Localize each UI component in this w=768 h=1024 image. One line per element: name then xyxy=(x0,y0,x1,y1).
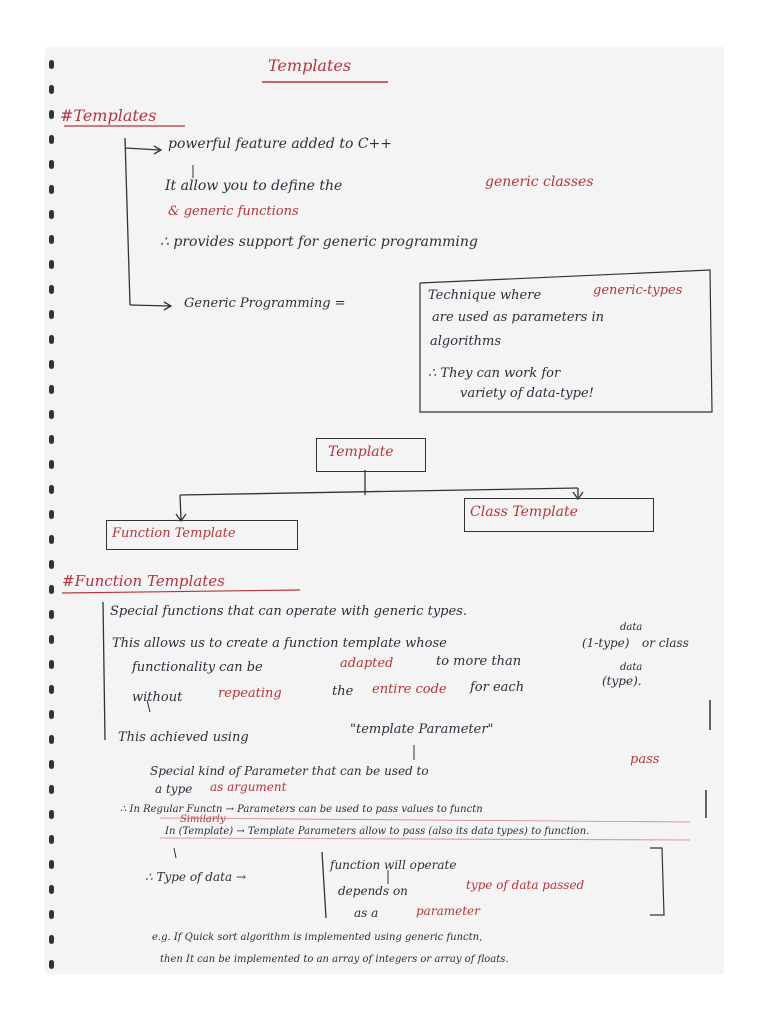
page-title: Templates xyxy=(268,56,352,75)
note-highlight: parameter xyxy=(416,904,480,918)
note-line: ∴ In Regular Functn → Parameters can be used to pass values to functn xyxy=(120,804,483,815)
note-line: e.g. If Quick sort algorithm is implemented using generic functn, xyxy=(152,932,483,943)
note-line: the xyxy=(332,684,354,699)
tree-right-label: Class Template xyxy=(470,504,578,520)
note-line: then It can be implemented to an array of integers or array of floats. xyxy=(160,954,509,965)
note-superscript: data xyxy=(620,622,643,633)
note-line: powerful feature added to C++ xyxy=(168,136,393,152)
definition-text: Technique where xyxy=(428,288,542,303)
note-highlight: entire code xyxy=(372,682,447,697)
definition-text: are used as parameters in xyxy=(432,310,605,325)
definition-text: ∴ They can work for xyxy=(428,366,561,381)
note-line: depends on xyxy=(338,884,408,898)
note-highlight: as argument xyxy=(210,780,287,794)
note-superscript: data xyxy=(620,662,643,673)
note-line: ∴ Type of data → xyxy=(145,870,246,884)
tree-root-label: Template xyxy=(328,444,394,460)
tree-left-label: Function Template xyxy=(112,526,236,541)
note-line: Special kind of Parameter that can be used to xyxy=(150,764,429,778)
section-heading-templates: #Templates xyxy=(60,106,157,125)
note-line: (1-type) xyxy=(582,636,630,650)
note-line: function will operate xyxy=(330,858,457,872)
note-line: a type xyxy=(155,782,193,796)
definition-text: algorithms xyxy=(430,334,502,349)
note-line: for each xyxy=(470,680,525,695)
note-line: without xyxy=(132,690,183,705)
note-line: Special functions that can operate with generic types. xyxy=(110,604,467,619)
note-highlight: repeating xyxy=(218,686,282,701)
note-highlight: & generic functions xyxy=(168,204,299,219)
note-line: functionality can be xyxy=(132,660,263,675)
note-line: (type). xyxy=(602,674,642,688)
note-line: ∴ provides support for generic programming xyxy=(160,234,478,250)
note-highlight: type of data passed xyxy=(466,878,585,892)
note-line: to more than xyxy=(436,654,522,669)
note-line: This achieved using xyxy=(118,730,249,745)
definition-highlight: generic-types xyxy=(593,283,683,298)
note-highlight: pass xyxy=(630,752,660,767)
definition-text: variety of data-type! xyxy=(460,386,594,401)
section-heading-function-templates: #Function Templates xyxy=(62,572,225,590)
note-line: In (Template) → Template Parameters allow to pass (also its data types) to function. xyxy=(165,826,590,837)
note-line: Generic Programming = xyxy=(184,296,346,311)
note-highlight: generic classes xyxy=(485,174,594,190)
note-line: It allow you to define the xyxy=(165,178,343,194)
note-highlight: Similarly xyxy=(180,814,226,825)
note-line: as a xyxy=(354,906,379,920)
note-line: This allows us to create a function template whose xyxy=(112,636,447,651)
note-highlight: adapted xyxy=(340,656,394,671)
note-line: or class xyxy=(642,636,689,650)
note-highlight: "template Parameter" xyxy=(350,722,494,737)
